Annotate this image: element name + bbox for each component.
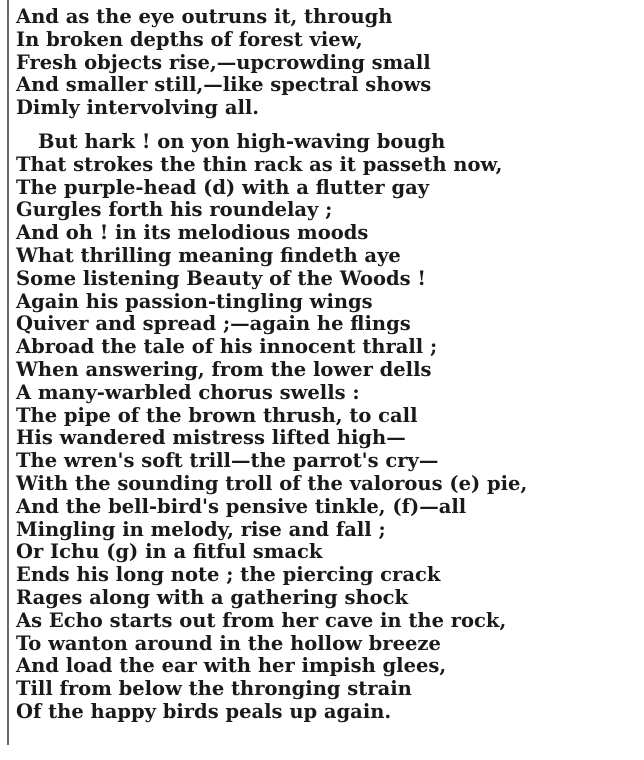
poem-line: Of the happy birds peals up again. [16, 699, 392, 723]
poem-line: Quiver and spread ;—again he flings [16, 312, 411, 336]
stanza [16, 6, 636, 120]
poem-line: Or Ichu (g) in a fitful smack [16, 540, 323, 564]
poem-line: What thrilling meaning findeth aye [16, 243, 401, 267]
poem-line: And oh ! in its melodious moods [16, 221, 369, 245]
poem-line: Some listening Beauty of the Woods ! [16, 266, 426, 290]
poem-line: With the sounding troll of the valorous (e) pie, [16, 471, 528, 495]
poem-line: The wren's soft trill—the parrot's cry— [16, 449, 439, 473]
poem-line: That strokes the thin rack as it passeth now, [16, 152, 503, 176]
poem-line: And the bell-bird's pensive tinkle, (f)—all [16, 494, 467, 518]
poem-line: In broken depths of forest view, [16, 27, 363, 51]
poem-line: Gurgles forth his roundelay ; [16, 198, 333, 222]
poem-line: As Echo starts out from her cave in the rock, [16, 608, 507, 632]
poem-line: To wanton around in the hollow breeze [16, 631, 441, 655]
poem-line: Till from below the thronging strain [16, 677, 412, 701]
poem-line: Again his passion-tingling wings [16, 289, 373, 313]
poem-line: And as the eye outruns it, through [16, 5, 393, 28]
poem-line: And smaller still,—like spectral shows [16, 73, 432, 97]
poem-line: But hark ! on yon high-waving bough [38, 129, 446, 153]
column-rule [7, 0, 9, 745]
poem-line: And load the ear with her impish glees, [16, 654, 447, 678]
poem-line: His wandered mistress lifted high— [16, 426, 406, 450]
poem-line: Dimly intervolving all. [16, 96, 260, 120]
poem-line: The pipe of the brown thrush, to call [16, 403, 418, 427]
poem-line: Abroad the tale of his innocent thrall ; [16, 335, 438, 359]
poem-line: Fresh objects rise,—upcrowding small [16, 50, 431, 74]
poem-line: The purple-head (d) with a flutter gay [16, 175, 430, 199]
poem-line: Mingling in melody, rise and fall ; [16, 517, 386, 541]
poem-line: When answering, from the lower dells [16, 357, 432, 381]
poem-line: Ends his long note ; the piercing crack [16, 563, 441, 587]
poem [16, 6, 636, 724]
stanza [16, 131, 636, 724]
poem-line: Rages along with a gathering shock [16, 585, 409, 609]
poem-line: A many-warbled chorus swells : [16, 380, 360, 404]
